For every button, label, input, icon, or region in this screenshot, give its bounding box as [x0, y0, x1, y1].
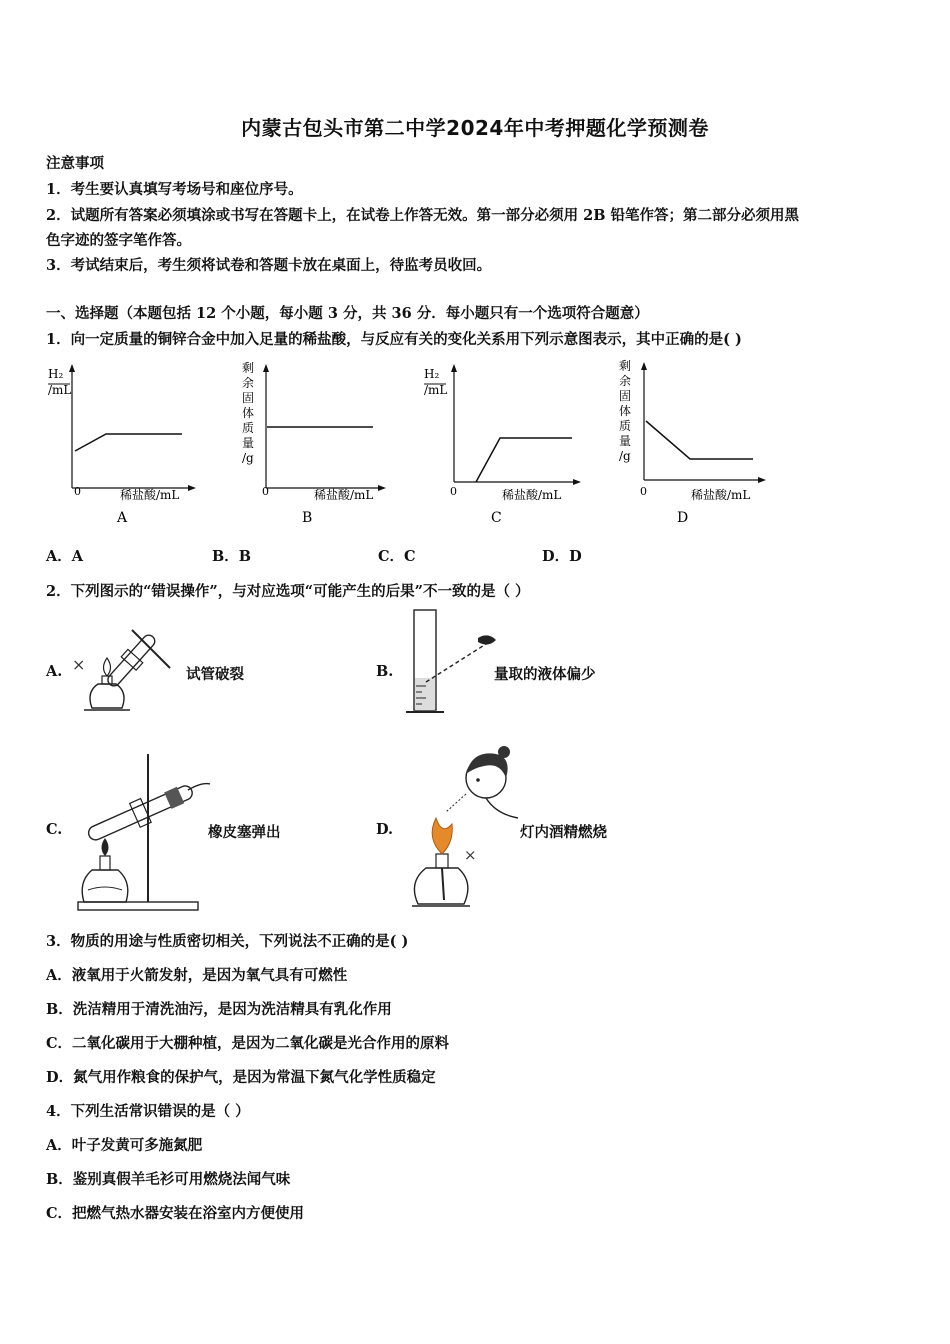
graph-d-ylabel-2: 固 [619, 389, 632, 403]
graph-c-x-arrow [573, 479, 581, 485]
graph-d-x-arrow [758, 477, 766, 483]
graph-d-ylabel-1: 余 [619, 374, 632, 388]
graph-a [40, 360, 200, 530]
q2-stem: 2．下列图示的“错误操作”，与对应选项“可能产生的后果”不一致的是（ ） [46, 583, 530, 600]
q2-b-liquid [415, 678, 435, 710]
q2-option-c-text: 橡皮塞弹出 [208, 824, 281, 841]
graph-d-ylabel-4: 质 [619, 419, 632, 433]
graph-a-letter: A [117, 510, 128, 526]
q3-option-d[interactable]: D．氮气用作粮食的保护气，是因为常温下氮气化学性质稳定 [46, 1069, 436, 1086]
q3-option-b[interactable]: B．洗洁精用于清洗油污，是因为洗洁精具有乳化作用 [46, 1001, 392, 1018]
graph-b-ylabel-1: 余 [242, 376, 255, 390]
q3-stem: 3．物质的用途与性质密切相关，下列说法不正确的是( ) [46, 933, 409, 950]
q2-a-cross-icon: × [72, 655, 86, 674]
graph-c-ylabel-top: H₂ [424, 367, 440, 381]
page-title: 内蒙古包头市第二中学2024年中考押题化学预测卷 [241, 116, 709, 140]
q2-option-a-text: 试管破裂 [186, 666, 244, 683]
section-heading: 一、选择题（本题包括 12 个小题，每小题 3 分，共 36 分．每小题只有一个选项符合题意） [46, 305, 649, 322]
q1-option-c[interactable]: C．C [378, 548, 416, 565]
q2-d-flame-icon [432, 818, 452, 854]
graph-d-ylabel-5: 量 [619, 434, 632, 448]
graph-b-origin: 0 [262, 485, 269, 498]
q3-option-a[interactable]: A．液氧用于火箭发射，是因为氧气具有可燃性 [46, 967, 348, 984]
q4-option-b[interactable]: B．鉴别真假羊毛衫可用燃烧法闻气味 [46, 1171, 291, 1188]
graph-d-xlabel: 稀盐酸/mL [691, 488, 751, 502]
q2-b-illustration [400, 606, 510, 718]
q2-option-d-label[interactable]: D. [376, 821, 394, 838]
graph-a-xlabel: 稀盐酸/mL [120, 488, 180, 502]
graph-d-ylabel-6: /g [619, 449, 631, 463]
q2-b-eye-icon [478, 635, 496, 644]
q1-stem: 1．向一定质量的铜锌合金中加入足量的稀盐酸，与反应有关的变化关系用下列示意图表示，其中正确的是( ) [46, 331, 742, 348]
graph-c-xlabel: 稀盐酸/mL [502, 488, 562, 502]
q4-option-c[interactable]: C．把燃气热水器安装在浴室内方便使用 [46, 1205, 305, 1222]
q2-option-a-label[interactable]: A. [46, 663, 63, 680]
graph-c-origin: 0 [450, 485, 457, 498]
q3-option-c[interactable]: C．二氧化碳用于大棚种植，是因为二氧化碳是光合作用的原料 [46, 1035, 450, 1052]
q2-c-flame-icon [102, 838, 109, 856]
q4-stem: 4．下列生活常识错误的是（ ） [46, 1103, 250, 1120]
graph-b-ylabel-5: 量 [242, 436, 255, 450]
q2-c-stopper-icon [164, 787, 184, 809]
graph-b-letter: B [302, 510, 313, 526]
graph-b-ylabel-2: 固 [242, 391, 255, 405]
q2-c-lamp-icon [82, 870, 128, 902]
q2-c-stand-base-icon [78, 902, 198, 910]
graph-d-y-arrow [641, 362, 647, 370]
q2-option-b-label[interactable]: B. [376, 663, 394, 680]
graph-d-letter: D [677, 510, 689, 526]
q1-option-a[interactable]: A．A [46, 548, 84, 565]
graph-c-y-arrow [451, 364, 457, 372]
graph-d-ylabel-0: 剩 [619, 359, 632, 373]
notice-item-3: 3．考试结束后，考生须将试卷和答题卡放在桌面上，待监考员收回。 [46, 257, 492, 274]
graph-c-curve [476, 438, 572, 482]
graph-a-curve [75, 434, 182, 451]
q2-a-illustration [70, 612, 180, 717]
q1-option-b[interactable]: B．B [212, 548, 252, 565]
q2-a-test-tube-icon [105, 633, 157, 689]
graph-c-ylabel-bottom: /mL [424, 383, 448, 397]
graph-a-ylabel-bottom: /mL [48, 383, 72, 397]
graph-b-y-arrow [263, 364, 269, 372]
graph-b-ylabel-0: 剩 [242, 361, 255, 375]
q2-option-d-text: 灯内酒精燃烧 [520, 824, 607, 841]
graph-a-ylabel-top: H₂ [48, 367, 64, 381]
graph-d-ylabel-3: 体 [619, 404, 632, 418]
q2-d-cross-icon: × [464, 846, 477, 864]
q2-option-c-label[interactable]: C. [46, 821, 63, 838]
notice-item-2-line-2: 色字迹的签字笔作答。 [46, 232, 191, 249]
graph-b [238, 360, 398, 530]
q2-b-sight-line [426, 644, 486, 682]
graph-a-origin: 0 [74, 485, 81, 498]
graph-d-curve [646, 421, 753, 459]
q2-d-lamp-icon [414, 868, 467, 904]
q2-d-illustration [400, 744, 520, 914]
graph-b-ylabel-6: /g [242, 451, 254, 465]
q4-option-a[interactable]: A．叶子发黄可多施氮肥 [46, 1137, 203, 1154]
q2-option-b-text: 量取的液体偏少 [494, 666, 596, 683]
notice-item-1: 1．考生要认真填写考场号和座位序号。 [46, 181, 303, 198]
graph-a-x-arrow [188, 485, 196, 491]
q1-option-d[interactable]: D．D [542, 548, 582, 565]
q2-c-illustration [70, 752, 210, 914]
graph-b-ylabel-4: 质 [242, 421, 255, 435]
graph-b-xlabel: 稀盐酸/mL [314, 488, 374, 502]
graph-b-x-arrow [378, 485, 386, 491]
q2-a-lamp-body-icon [90, 684, 124, 708]
q2-a-flame-icon [104, 658, 111, 676]
graph-d [615, 358, 775, 530]
notice-heading: 注意事项 [46, 155, 104, 172]
graph-b-ylabel-3: 体 [242, 406, 255, 420]
notice-item-2-line-1: 2．试题所有答案必须填涂或书写在答题卡上，在试卷上作答无效。第一部分必须用 2B 铅笔作答；第二部分必须用黑 [46, 207, 800, 224]
graph-c [420, 360, 590, 530]
graph-a-y-arrow [69, 364, 75, 372]
graph-c-letter: C [491, 510, 502, 526]
graph-d-origin: 0 [640, 485, 647, 498]
